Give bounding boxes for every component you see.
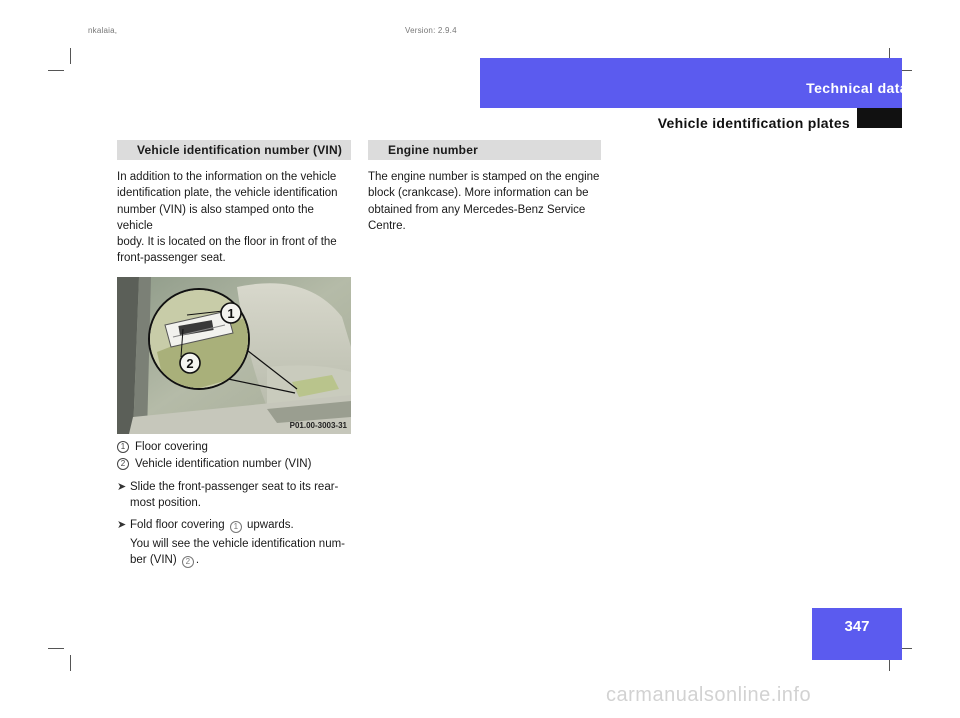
step-text: upwards.: [247, 519, 294, 532]
figure-callout-2: 2: [186, 355, 194, 371]
legend-number: 1: [117, 441, 129, 453]
step-text: Slide the front-passenger seat to its rear-: [130, 480, 339, 493]
crop-mark: [48, 648, 64, 649]
crop-mark: [70, 655, 71, 671]
inline-callout-1: 1: [230, 521, 242, 533]
figure-callout-1: 1: [227, 305, 235, 321]
engine-text: [368, 169, 601, 234]
vin-intro: [117, 169, 351, 267]
section-title: Technical data: [806, 80, 908, 96]
legend-number: 2: [117, 458, 129, 470]
page-number: 347: [844, 618, 870, 635]
vin-photo-illustration: [117, 277, 351, 434]
instruction-step: [117, 479, 351, 512]
legend-item: [117, 439, 351, 456]
print-meta-right: Version: 2.9.4: [405, 26, 457, 35]
vin-intro-line: body. It is located on the floor in front of the: [117, 236, 337, 249]
step-arrow-icon: ➤: [117, 519, 127, 532]
vin-intro-line: front-passenger seat.: [117, 252, 226, 265]
crop-mark: [48, 70, 64, 71]
vin-column: [117, 140, 351, 568]
result-text: .: [195, 553, 200, 566]
result-text: You will see the vehicle identification num-: [130, 537, 346, 550]
step-text: Fold floor covering: [130, 519, 225, 532]
vin-intro-line: In addition to the information on the vehicle: [117, 171, 337, 183]
inline-callout-2: 2: [182, 556, 194, 568]
page-number-box: [812, 608, 902, 660]
engine-line: obtained from any Mercedes-Benz Service: [368, 203, 586, 216]
subsection-title: Vehicle identification plates: [657, 115, 850, 131]
legend-item: [117, 456, 351, 473]
vin-intro-line: identification plate, the vehicle identification: [117, 187, 338, 200]
engine-column: [368, 140, 601, 234]
print-meta-left: nkalaia,: [88, 26, 118, 35]
step-text: most position.: [130, 497, 201, 510]
engine-line: The engine number is stamped on the engine: [368, 171, 600, 183]
result-text: ber (VIN): [130, 553, 177, 566]
vin-intro-line: number (VIN) is also stamped onto the vehicle: [117, 203, 314, 232]
legend-text: Vehicle identification number (VIN): [135, 458, 312, 471]
engine-heading: Engine number: [368, 140, 601, 160]
engine-line: block (crankcase). More information can be: [368, 187, 589, 200]
vin-heading: Vehicle identification number (VIN): [117, 140, 351, 160]
vin-location-photo: [117, 277, 351, 434]
instruction-step: [117, 517, 351, 533]
header-black-tab: [857, 108, 902, 128]
legend-text: Floor covering: [135, 441, 208, 454]
step-result: [117, 536, 351, 569]
step-arrow-icon: ➤: [117, 480, 127, 493]
figure-code: P01.00-3003-31: [289, 420, 347, 430]
watermark: carmanualsonline.info: [606, 684, 812, 706]
engine-line: Centre.: [368, 219, 406, 232]
figure-legend: [117, 439, 351, 473]
crop-mark: [70, 48, 71, 64]
